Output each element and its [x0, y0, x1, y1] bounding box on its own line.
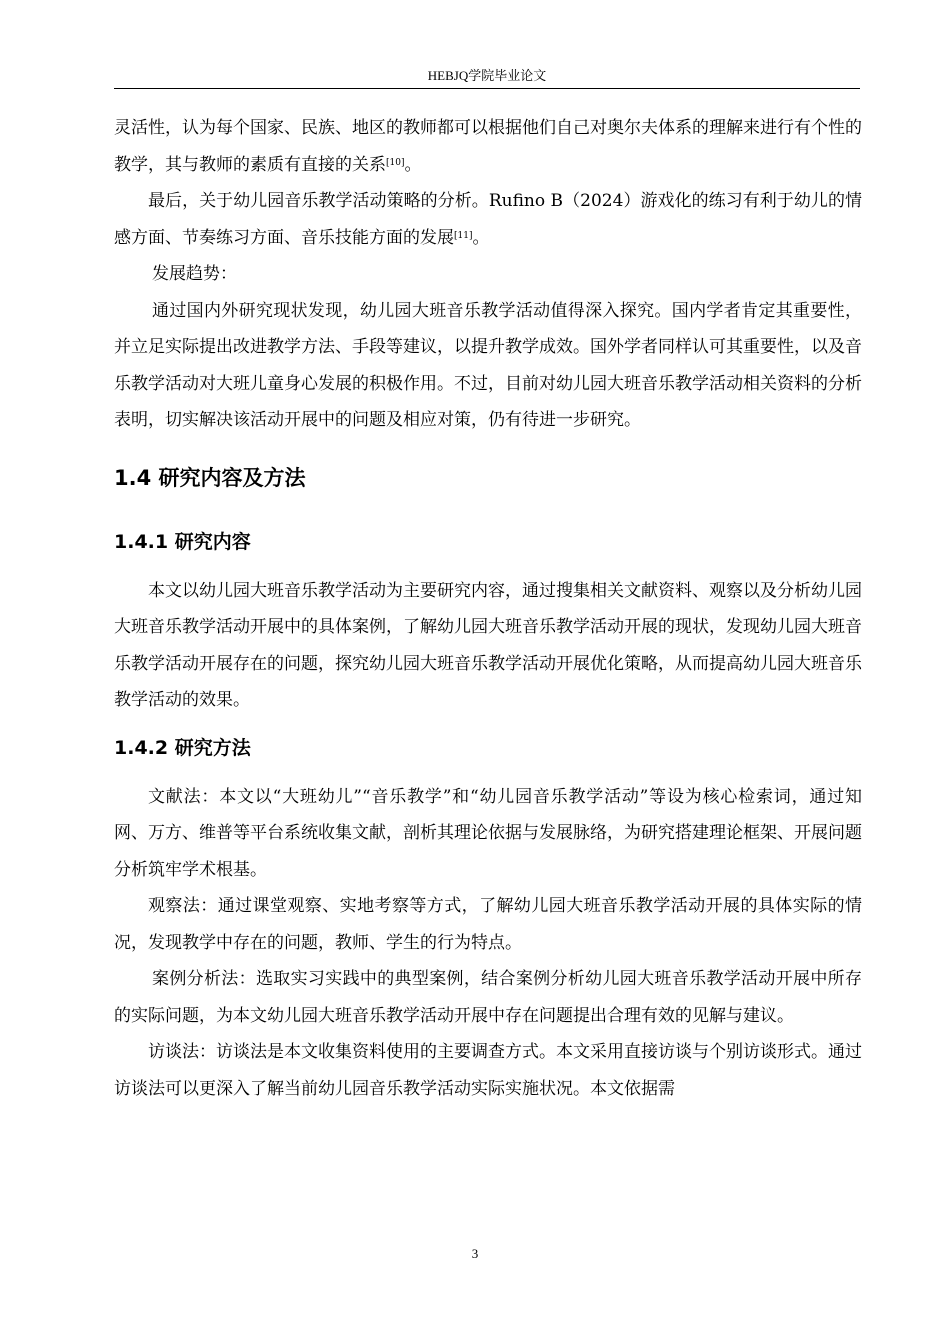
paragraph-trend: 通过国内外研究现状发现，幼儿园大班音乐教学活动值得深入探究。国内学者肯定其重要性，并立足实际提出改进教学方法、手段等建议，以提升教学成效。国外学者同样认可其重要性，以及音乐教学活动对大班儿童身心发展的积极作用。不过，目前对幼儿园大班音乐教学活动相关资料的分析表明，切实解决该活动开展中的问题及相应对策，仍有待进一步研究。 — [114, 300, 862, 430]
page-number: 3 — [471, 1246, 479, 1261]
paragraph-trend-label: 发展趋势： — [152, 264, 237, 284]
paragraph-2 — [114, 183, 862, 256]
page-body — [114, 110, 862, 1107]
paragraph-method-observation: 观察法：通过课堂观察、实地考察等方式，了解幼儿园大班音乐教学活动开展的具体实际的情况，发现教学中存在的问题，教师、学生的行为特点。 — [114, 896, 862, 953]
paragraph-2-text: 最后，关于幼儿园音乐教学活动策略的分析。Rufino B（2024）游戏化的练习有利于幼儿的情感方面、节奏练习方面、音乐技能方面的发展 — [114, 191, 862, 248]
paragraph-method-interview: 访谈法：访谈法是本文收集资料使用的主要调查方式。本文采用直接访谈与个别访谈形式。通过访谈法可以更深入了解当前幼儿园音乐教学活动实际实施状况。本文依据需 — [114, 1042, 862, 1099]
section-heading-1-4-1: 1.4.1 研究内容 — [114, 530, 251, 553]
paragraph-1-end: 。 — [404, 154, 422, 175]
paragraph-2-end: 。 — [472, 227, 490, 248]
paragraph-1-text: 灵活性，认为每个国家、民族、地区的教师都可以根据他们自己对奥尔夫体系的理解来进行有个性的教学，其与教师的素质有直接的关系 — [114, 118, 862, 175]
section-heading-1-4-2: 1.4.2 研究方法 — [114, 736, 251, 759]
paragraph-1 — [114, 110, 862, 183]
citation-11: [11] — [454, 230, 473, 241]
paragraph-method-literature: 文献法：本文以“大班幼儿”“音乐教学”和“幼儿园音乐教学活动”等设为核心检索词，通过知网、万方、维普等平台系统收集文献，剖析其理论依据与发展脉络，为研究搭建理论框架、开展问题分析筑牢学术根基。 — [114, 786, 862, 880]
citation-10: [10] — [386, 157, 405, 168]
section-heading-1-4: 1.4 研究内容及方法 — [114, 465, 306, 490]
page-header: HEBJQ学院毕业论文 — [114, 64, 860, 89]
paragraph-research-content: 本文以幼儿园大班音乐教学活动为主要研究内容，通过搜集相关文献资料、观察以及分析幼儿园大班音乐教学活动开展中的具体案例，了解幼儿园大班音乐教学活动开展的现状，发现幼儿园大班音乐教学活动开展存在的问题，探究幼儿园大班音乐教学活动开展优化策略，从而提高幼儿园大班音乐教学活动的效果。 — [114, 580, 862, 710]
paragraph-method-case: 案例分析法：选取实习实践中的典型案例，结合案例分析幼儿园大班音乐教学活动开展中所存的实际问题，为本文幼儿园大班音乐教学活动开展中存在问题提出合理有效的见解与建议。 — [114, 969, 862, 1026]
